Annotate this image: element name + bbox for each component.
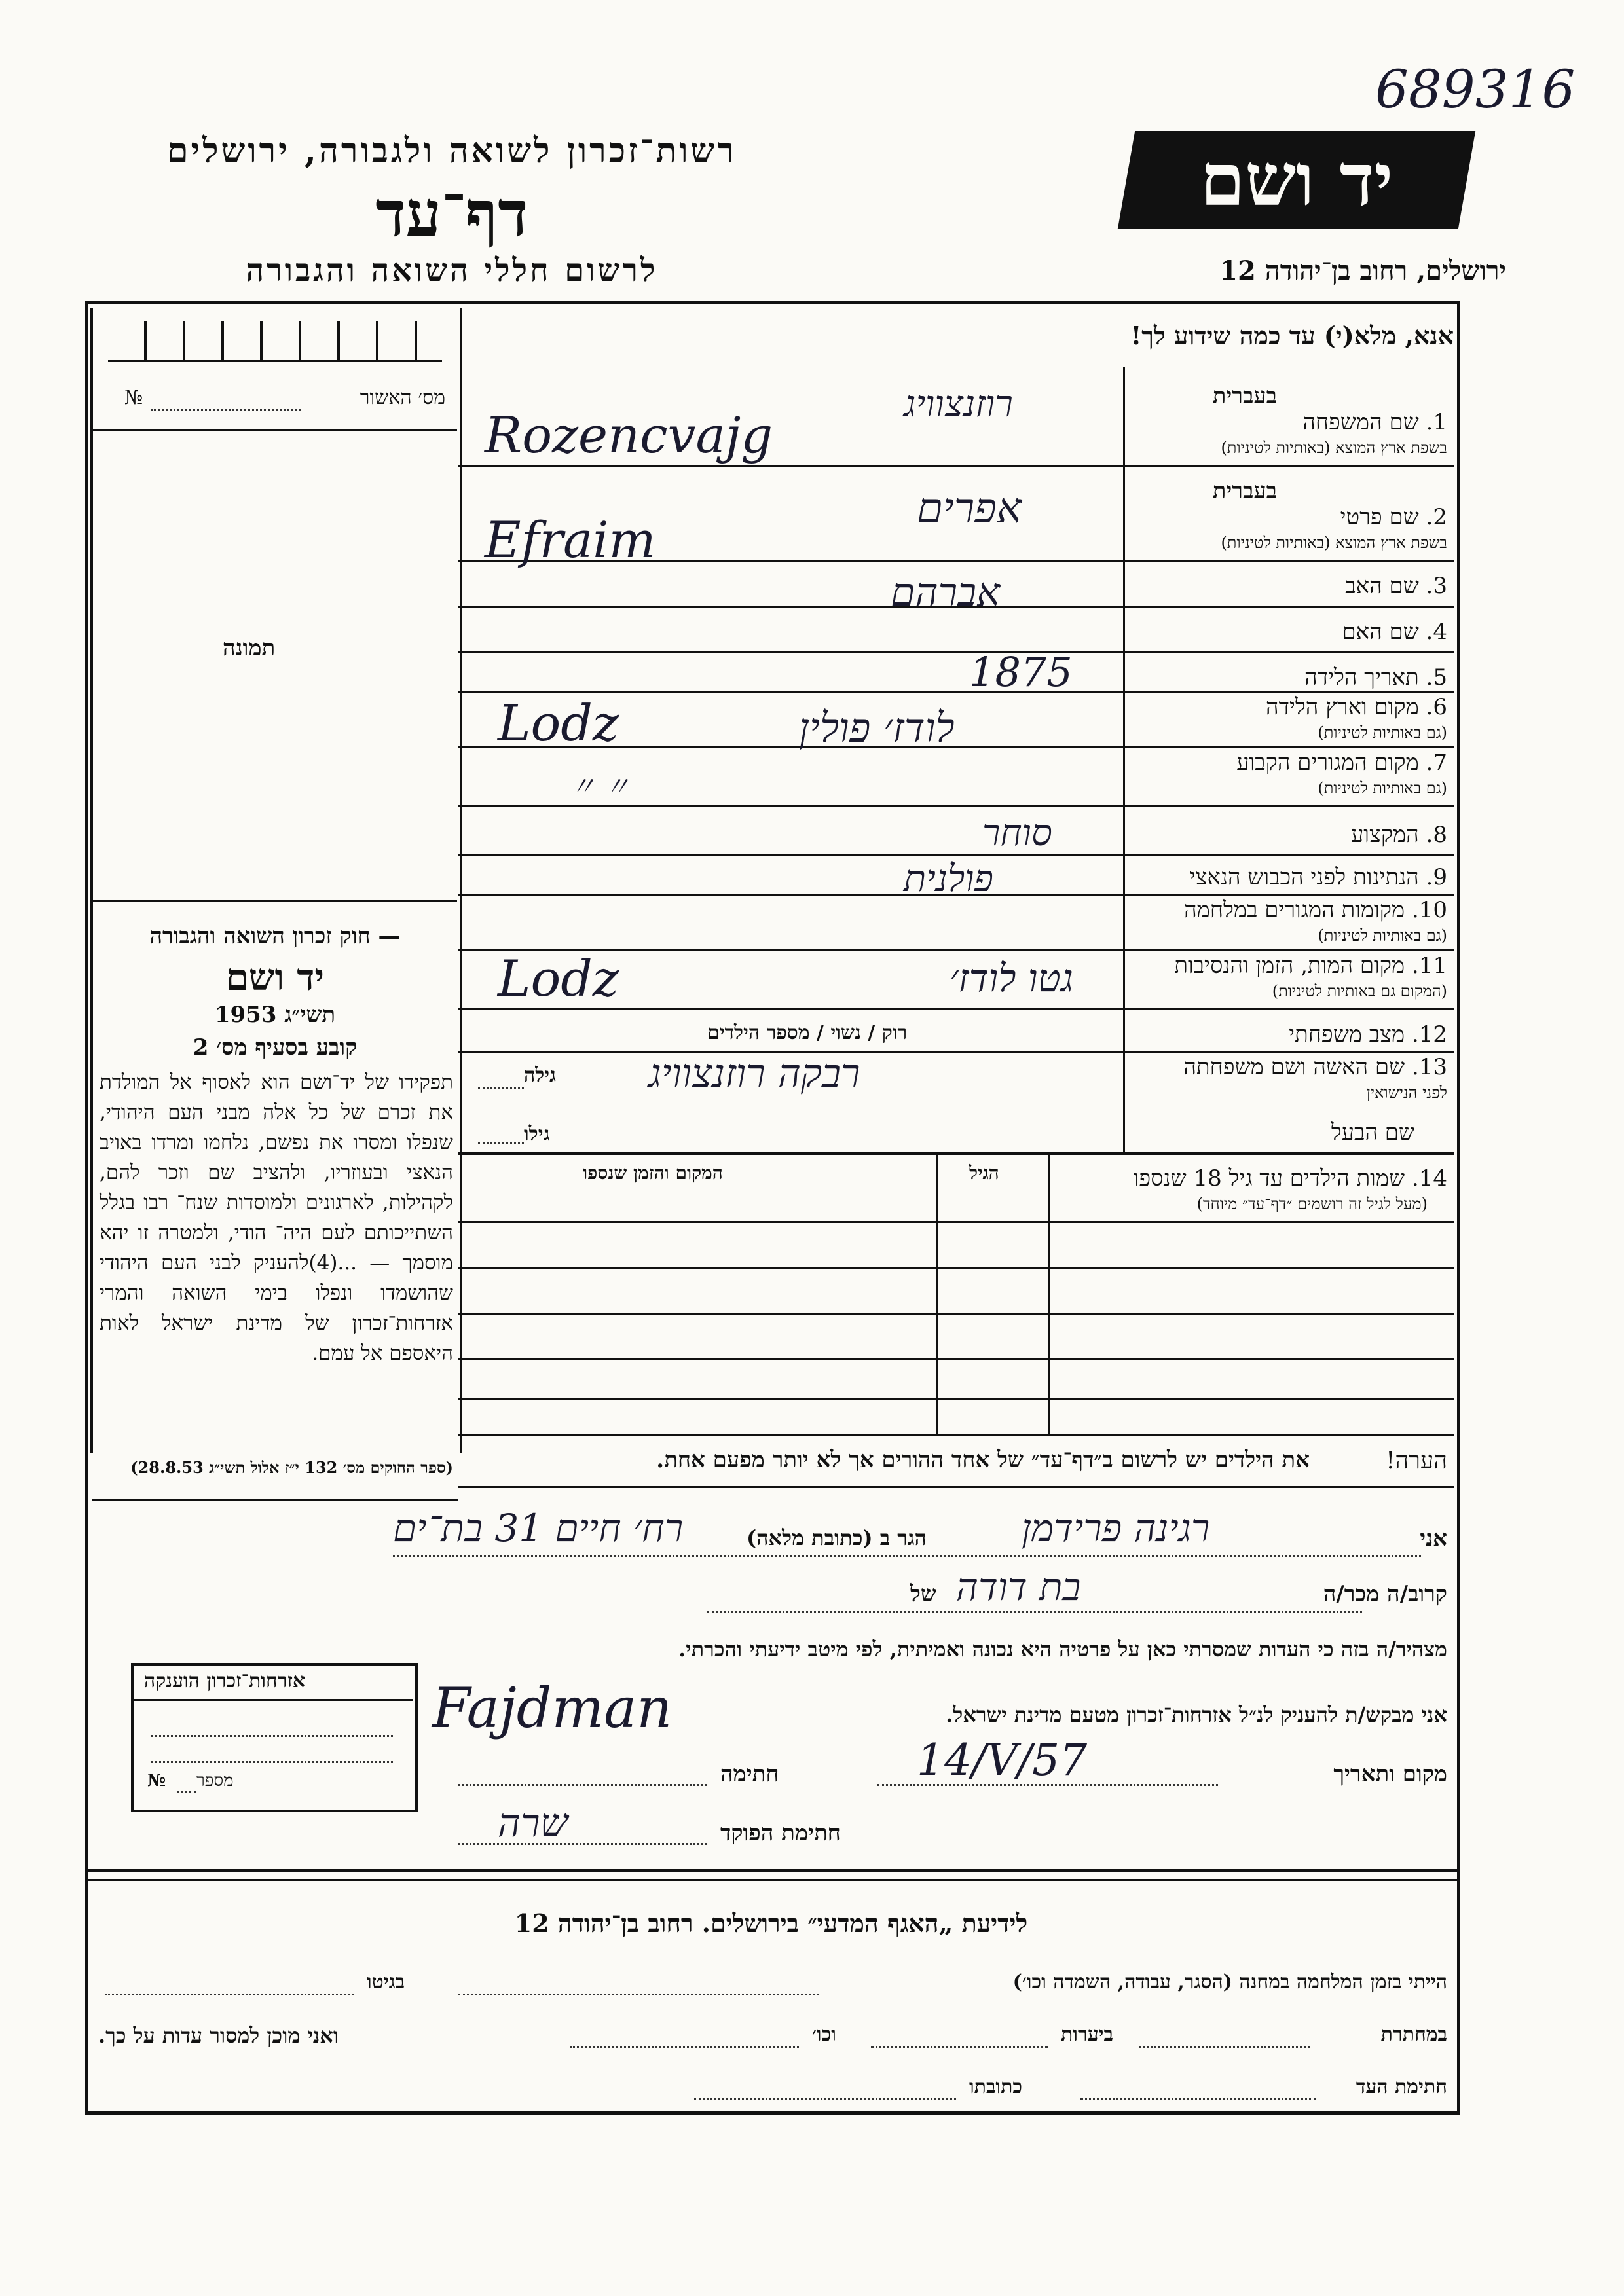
bottom-line2-d: ואני מוכן למסור עדות על כך.	[98, 2023, 339, 2048]
declarant-lives-label: הגר ב (כתובת מלאה)	[747, 1525, 927, 1550]
death-place-latin[interactable]: Lodz	[498, 949, 619, 1008]
children-row-3	[458, 1313, 1454, 1315]
children-row-4	[458, 1358, 1454, 1360]
field-label-husband: שם הבעל	[1331, 1120, 1414, 1146]
field-label-11: 11. מקום המות, הזמן והנסיבות	[1174, 953, 1447, 979]
signature-field[interactable]	[458, 1784, 707, 1786]
first-name-latin[interactable]: Efraim	[485, 511, 656, 569]
bottom-line2-field-2[interactable]	[871, 2046, 1048, 2048]
law-name: יד ושם	[225, 956, 325, 999]
note-label: הערה!	[1386, 1448, 1447, 1474]
bottom-title: לידיעת „האגף המדעי״ בירושלים. רחוב בן־יהודה 12	[514, 1908, 1028, 1938]
hebrew-tag-1: בעברית	[1212, 383, 1277, 409]
inspector-field[interactable]	[458, 1843, 707, 1845]
approval-no: №	[124, 386, 143, 409]
field-label-8: 8. המקצוע	[1351, 822, 1447, 848]
intro-text: אנא, מלא(י) עד כמה שידוע לך!	[1130, 321, 1454, 350]
children-row-2	[458, 1267, 1454, 1269]
field-sub-13: לפני הנישואין	[1366, 1084, 1447, 1102]
law-ref: (ספר החוקים מס׳ 132 י״ז אלול תשי״ג 28.8.53)	[130, 1458, 453, 1477]
birth-place-latin[interactable]: Lodz	[498, 694, 619, 752]
approval-divider	[93, 429, 457, 431]
request-text: אני מבקש/ת להעניק לנ״ל אזרחות־זכרון מטעם מדינת ישראל.	[946, 1702, 1447, 1727]
children-label: 14. שמות הילדים עד גיל 18 שנספו	[1133, 1165, 1447, 1192]
residence-value[interactable]: 〃 〃	[570, 772, 631, 802]
nationality-value[interactable]: פולנית	[904, 858, 993, 900]
birth-place-hebrew[interactable]: לודז׳ פולין	[799, 704, 955, 752]
field-sub-2: בשפת ארץ המוצא (באותיות לטיניות)	[1221, 534, 1447, 552]
field-label-7: 7. מקום המגורים הקבוע	[1236, 750, 1447, 776]
citizenship-no: №	[147, 1771, 166, 1791]
children-row-5	[458, 1398, 1454, 1400]
bottom-divider-2	[85, 1879, 1457, 1881]
form-title: דף־עד	[375, 177, 528, 251]
citizenship-line-2	[151, 1761, 393, 1763]
children-col-age-right	[1048, 1152, 1050, 1434]
row-line-8	[458, 854, 1454, 856]
children-bottom	[458, 1434, 1454, 1436]
bottom-line3-field-2[interactable]	[694, 2098, 956, 2100]
field-sub-1: בשפת ארץ המוצא (באותיות לטיניות)	[1221, 439, 1447, 457]
citizenship-title: אזרחות־זכרון הוענקה	[144, 1669, 306, 1692]
field-label-5: 5. תאריך הלידה	[1304, 665, 1447, 691]
children-col-age: הגיל	[969, 1162, 999, 1184]
first-name-hebrew[interactable]: אפרים	[917, 484, 1022, 533]
children-col-age-left	[936, 1152, 938, 1434]
surname-latin[interactable]: Rozencvajg	[485, 406, 773, 464]
approval-label: מס׳ האשור	[360, 386, 445, 409]
row-line-1	[458, 465, 1454, 467]
field-label-13: 13. שם האשה ושם משפחתה	[1183, 1054, 1447, 1080]
surname-hebrew[interactable]: רוזנצוויג	[904, 383, 1013, 426]
declaration-date[interactable]: 14/V/57	[917, 1735, 1088, 1785]
row-line-5	[458, 691, 1454, 693]
children-row-1	[458, 1221, 1454, 1223]
field-label-10: 10. מקומות המגורים במלחמה	[1184, 897, 1447, 923]
wife-age-field[interactable]	[478, 1087, 524, 1089]
field-label-1: 1. שם המשפחה	[1302, 409, 1447, 435]
field-label-3: 3. שם האב	[1345, 573, 1447, 599]
hebrew-tag-2: בעברית	[1212, 478, 1277, 504]
field-sub-10: (גם באותיות לטיניות)	[1318, 926, 1447, 945]
wife-age-label: גילה	[524, 1064, 557, 1087]
signature-label: חתימה	[720, 1761, 779, 1787]
left-panel-ticks	[108, 321, 442, 362]
law-year: תשי״ג 1953	[214, 1002, 336, 1028]
logo	[1118, 131, 1475, 229]
bottom-line2-b: ביערות	[1061, 2023, 1114, 2046]
bottom-line3-b: כתובתו	[969, 2075, 1023, 2098]
field-sub-7: (גם באותיות לטיניות)	[1318, 779, 1447, 797]
photo-divider	[93, 900, 457, 902]
place-date-label: מקום ותאריך	[1333, 1761, 1447, 1787]
bottom-line3-a: חתימת העד	[1356, 2075, 1447, 2098]
bottom-line1-b: בגיטו	[367, 1971, 405, 1994]
row-line-7	[458, 805, 1454, 807]
bottom-line1-field-2[interactable]	[105, 1994, 354, 1995]
approval-field[interactable]	[151, 409, 301, 411]
authority-line: רשות־זכרון לשואה ולגבורה, ירושלים	[167, 131, 737, 171]
law-text: תפקידו של יד־ושם הוא לאסוף אל המולדת את זכרם של כל אלה מבני העם היהודי, שנפלו ומסרו את נפשם, נלחמו ומרדו באויב הנאצי ובעוזריו, ולהציב שם וזכר להם, לקהילות, לארגונים ולמוסדות שנח־ רבו בגלל השתייכותם לעם היה־ הודי, ולמטרה זו יהא מוסמך — ...(4)להעניק לבני העם היהודי שהושמדו ונפלו בימי השואה והמרי אזרחות־זכרון של מדינת ישראל לאות היאספם אל עמם.	[100, 1070, 453, 1365]
law-title: — חוק זכרון השואה והגבורה	[149, 923, 401, 949]
field-label-9: 9. הנתינות לפני הכבוש הנאצי	[1189, 864, 1447, 890]
declarant-of-label: של	[910, 1581, 936, 1607]
declarant-relation[interactable]: בת דודה	[956, 1565, 1081, 1609]
bottom-divider-1	[85, 1869, 1457, 1872]
field-sub-6: (גם באותיות לטיניות)	[1318, 723, 1447, 742]
form-subtitle: לרשום חללי השואה והגבורה	[246, 252, 658, 289]
row-line-13	[458, 1152, 1454, 1155]
declarant-relative-label: קרוב/ה מכר/ה	[1323, 1581, 1447, 1607]
declarant-line-1	[393, 1555, 1421, 1557]
citizenship-number-label: מספר	[196, 1771, 234, 1791]
bottom-line2-a: במחתרת	[1380, 2023, 1447, 2046]
profession-value[interactable]: סוחר	[982, 812, 1052, 854]
note-underline	[458, 1486, 1454, 1488]
left-panel-bottom	[92, 1499, 458, 1501]
marital-status-options[interactable]: רוק / נשוי / מספר הילדים	[707, 1021, 908, 1044]
label-column-divider	[1123, 367, 1125, 1152]
handwritten-number: 689316	[1375, 59, 1576, 120]
citizenship-title-underline	[134, 1699, 413, 1701]
row-line-12	[458, 1051, 1454, 1053]
field-label-12: 12. מצב משפחתי	[1289, 1021, 1447, 1048]
children-sub: (מעל לגיל זה רושמים ״דף־עד״ מיוחד)	[1196, 1195, 1428, 1213]
field-label-2: 2. שם פרטי	[1340, 504, 1447, 530]
inspector-signature[interactable]: שרה	[498, 1800, 568, 1846]
declarant-signature-latin[interactable]: Fajdman	[432, 1676, 673, 1740]
row-line-11	[458, 1008, 1454, 1010]
field-sub-11: (המקום גם באותיות לטיניות)	[1272, 982, 1447, 1000]
field-label-6: 6. מקום וארץ הלידה	[1266, 694, 1447, 720]
bottom-line3-field-1[interactable]	[1080, 2098, 1316, 2100]
bottom-line1-a: הייתי בזמן המלחמה במחנה (הסגר, עבודה, השמדה וכו׳)	[1012, 1971, 1447, 1994]
wife-name-value[interactable]: רבקה רוזנצוויג	[648, 1051, 860, 1097]
father-name-value[interactable]: אברהם	[891, 570, 1000, 615]
bottom-line1-field[interactable]	[458, 1994, 819, 1995]
bottom-line2-field-3[interactable]	[570, 2046, 799, 2048]
declarant-address[interactable]: רח׳ חיים 31 בת־ים	[393, 1506, 684, 1550]
inspector-label: חתימת הפוקד	[720, 1820, 841, 1846]
header-address: ירושלים, רחוב בן־יהודה 12	[1219, 255, 1506, 286]
law-section: קובע בסעיף מס׳ 2	[193, 1034, 358, 1061]
bottom-line2-c: וכו׳	[812, 2023, 836, 2046]
declarant-name[interactable]: רגינה פרידמן	[1022, 1506, 1210, 1550]
birth-date-value[interactable]: 1875	[969, 648, 1073, 696]
photo-label: תמונה	[223, 635, 276, 661]
husband-age-label: גילו	[524, 1123, 550, 1146]
declarant-line-2	[707, 1611, 1362, 1613]
note-text: את הילדים יש לרשום ב״דף־עד״ של אחד ההורים אך לא יותר מפעם אחת.	[656, 1447, 1310, 1473]
logo-text: יד ושם	[1200, 137, 1393, 222]
citizenship-line-1	[151, 1735, 393, 1737]
children-col-place: המקום והזמן שנספו	[583, 1162, 723, 1184]
death-place-hebrew[interactable]: גטו לודז׳	[950, 956, 1073, 1000]
declarant-i-label: אני	[1420, 1525, 1447, 1552]
declare-text: מצהיר/ה בזה כי העדות שמסרתי כאן על פרטיה היא נכונה ואמיתית, לפי מיטב ידיעתי והכרתי.	[678, 1637, 1447, 1662]
citizenship-number-field[interactable]	[177, 1791, 196, 1793]
husband-age-field[interactable]	[478, 1142, 524, 1144]
row-line-4	[458, 651, 1454, 653]
field-label-4: 4. שם האם	[1342, 619, 1447, 645]
bottom-line2-field-1[interactable]	[1139, 2046, 1310, 2048]
